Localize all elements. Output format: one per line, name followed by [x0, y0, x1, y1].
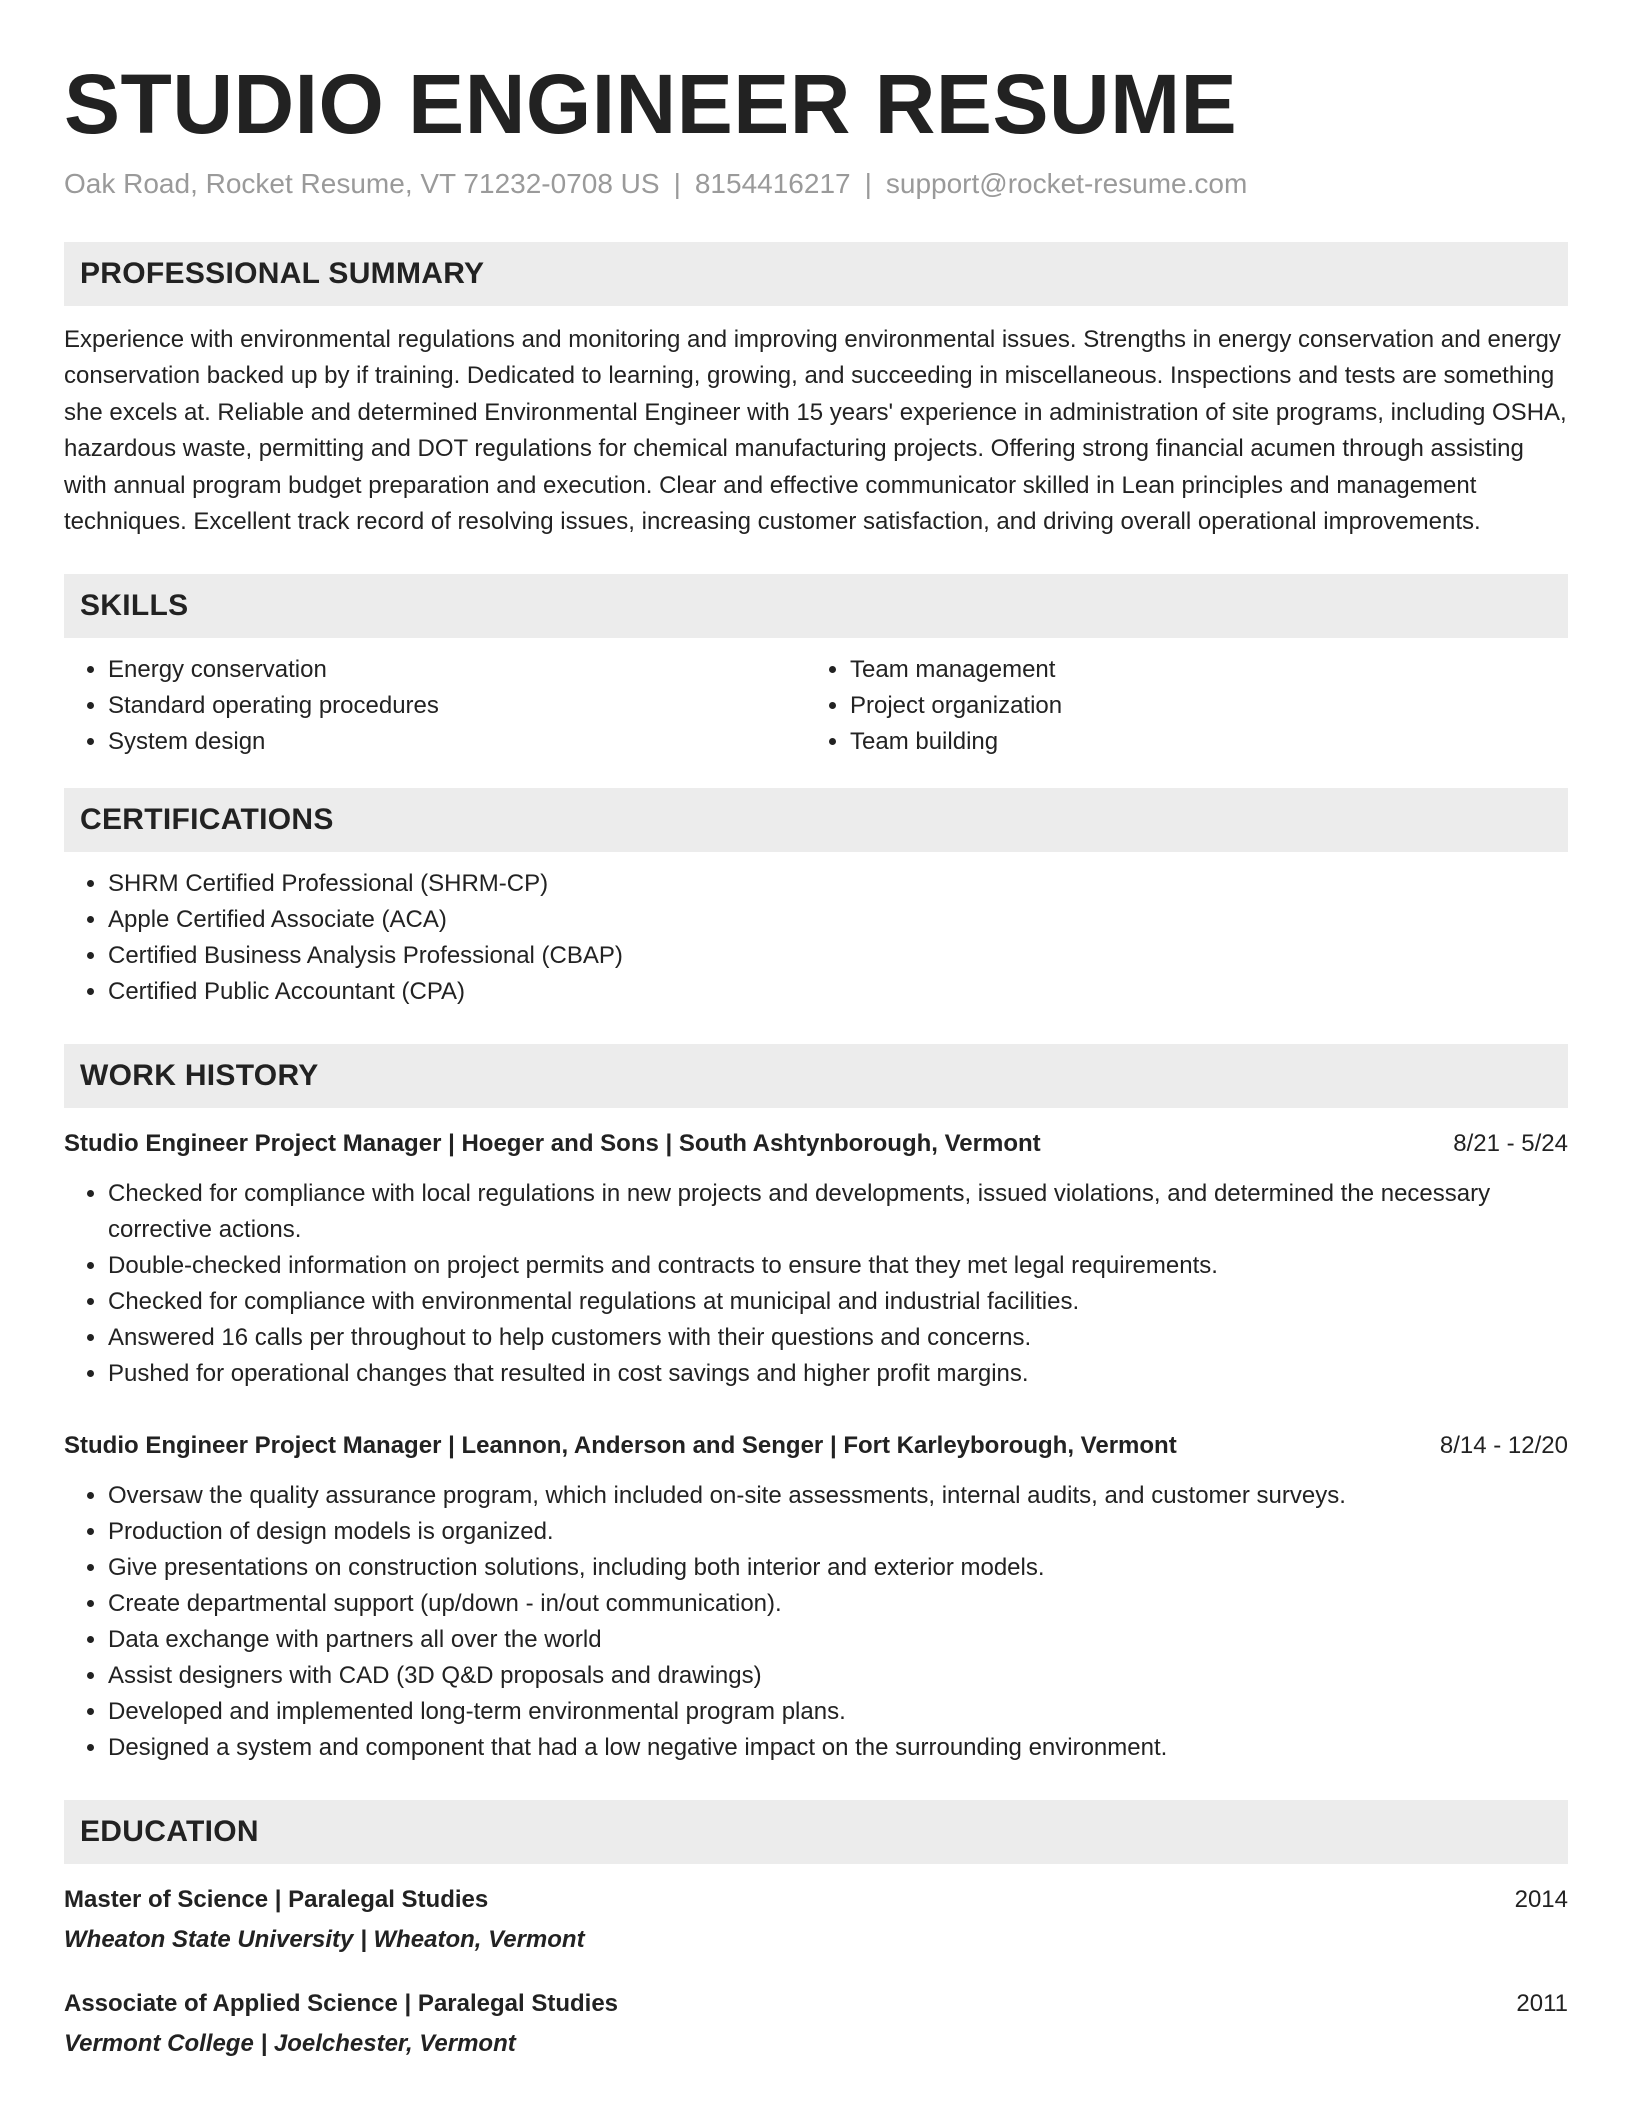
job-bullets: [64, 1176, 1568, 1392]
job-bullet: • Production of design models is organized.: [108, 1514, 1568, 1550]
skill-item: • Standard operating procedures: [108, 688, 806, 724]
resume-title: STUDIO ENGINEER RESUME: [64, 57, 1238, 151]
certifications-list: [64, 866, 1568, 1010]
certification-item: • Apple Certified Associate (ACA): [108, 902, 1568, 938]
education-header: [64, 1986, 1568, 2022]
skills-grid: [64, 652, 1568, 760]
education-header: [64, 1882, 1568, 1918]
job-bullet: • Assist designers with CAD (3D Q&D proposals and drawings): [108, 1658, 1568, 1694]
certification-item: • SHRM Certified Professional (SHRM-CP): [108, 866, 1568, 902]
certification-item: • Certified Public Accountant (CPA): [108, 974, 1568, 1010]
job-bullet: • Answered 16 calls per throughout to help customers with their questions and concerns.: [108, 1320, 1568, 1356]
job-dates: 8/21 - 5/24: [1453, 1130, 1568, 1158]
education-section-header: [64, 1800, 1568, 1864]
job-bullet: • Create departmental support (up/down - in/out communication).: [108, 1586, 1568, 1622]
job-bullet: • Pushed for operational changes that resulted in cost savings and higher profit margins.: [108, 1356, 1568, 1392]
education-school: Vermont College | Joelchester, Vermont: [64, 2030, 516, 2058]
education-degree: Associate of Applied Science | Paralegal Studies: [64, 1990, 619, 2018]
job-entry: [64, 1428, 1568, 1766]
summary-section-header: [64, 242, 1568, 306]
education-year: 2011: [1516, 1990, 1568, 2018]
education-entry: [64, 1882, 1568, 1958]
job-bullets: [64, 1478, 1568, 1766]
job-bullet: • Checked for compliance with environmental regulations at municipal and industrial facilities.: [108, 1284, 1568, 1320]
certifications-section-header: [64, 788, 1568, 852]
job-bullet: • Data exchange with partners all over the world: [108, 1622, 1568, 1658]
job-bullet: • Double-checked information on project permits and contracts to ensure that they met legal requirements.: [108, 1248, 1568, 1284]
education-school: Wheaton State University | Wheaton, Vermont: [64, 1926, 585, 1954]
job-title: Studio Engineer Project Manager | Hoeger and Sons | South Ashtynborough, Vermont: [64, 1130, 1041, 1158]
contact-separator: |: [673, 168, 681, 199]
job-bullet: • Checked for compliance with local regulations in new projects and developments, issued violations, and determined the necessary corrective actions.: [108, 1176, 1568, 1248]
education-entry: [64, 1986, 1568, 2062]
contact-separator: |: [864, 168, 872, 199]
contact-address: Oak Road, Rocket Resume, VT 71232-0708 US: [64, 168, 660, 199]
job-bullet: • Oversaw the quality assurance program, which included on-site assessments, internal audits, and customer surveys.: [108, 1478, 1568, 1514]
job-bullet: • Designed a system and component that had a low negative impact on the surrounding environment.: [108, 1730, 1568, 1766]
skill-item: • Project organization: [850, 688, 1548, 724]
job-title: Studio Engineer Project Manager | Leannon, Anderson and Senger | Fort Karleyborough, Vermont: [64, 1432, 1177, 1460]
job-header: [64, 1428, 1568, 1464]
certification-item: • Certified Business Analysis Professional (CBAP): [108, 938, 1568, 974]
job-entry: [64, 1126, 1568, 1392]
education-degree: Master of Science | Paralegal Studies: [64, 1886, 489, 1914]
summary-text: Experience with environmental regulations and monitoring and improving environmental issues. Strengths in energy conservation and energy conservation backed up by if training. Dedicated to learning, growing, and succeeding in miscellaneous. Inspections and tests are something she excels at. Reliable and determined Environmental Engineer with 15 years' experience in administration of site programs, including OSHA, hazardous waste, permitting and DOT regulations for chemical manufacturing projects. Offering strong financial acumen through assisting with annual program budget preparation and execution. Clear and effective communicator skilled in Lean principles and management techniques. Excellent track record of resolving issues, increasing customer satisfaction, and driving overall operational improvements.: [64, 326, 1567, 536]
job-bullet: • Developed and implemented long-term environmental program plans.: [108, 1694, 1568, 1730]
skill-item: • System design: [108, 724, 806, 760]
skill-item: • Team management: [850, 652, 1548, 688]
work-history-heading: WORK HISTORY: [80, 1059, 319, 1093]
skill-item: • Energy conservation: [108, 652, 806, 688]
education-heading: EDUCATION: [80, 1815, 259, 1849]
job-header: [64, 1126, 1568, 1162]
skills-list-right: [806, 652, 1548, 760]
skills-section-header: [64, 574, 1568, 638]
work-history-section-header: [64, 1044, 1568, 1108]
contact-email: support@rocket-resume.com: [885, 168, 1248, 199]
contact-line: [64, 166, 1568, 202]
job-bullet: • Give presentations on construction solutions, including both interior and exterior models.: [108, 1550, 1568, 1586]
certifications-heading: CERTIFICATIONS: [80, 803, 334, 837]
summary-heading: PROFESSIONAL SUMMARY: [80, 257, 485, 290]
skill-item: • Team building: [850, 724, 1548, 760]
education-year: 2014: [1514, 1886, 1568, 1914]
skills-heading: SKILLS: [80, 589, 189, 623]
job-dates: 8/14 - 12/20: [1439, 1432, 1568, 1460]
contact-phone: 8154416217: [694, 168, 851, 199]
skills-list-left: [64, 652, 806, 760]
